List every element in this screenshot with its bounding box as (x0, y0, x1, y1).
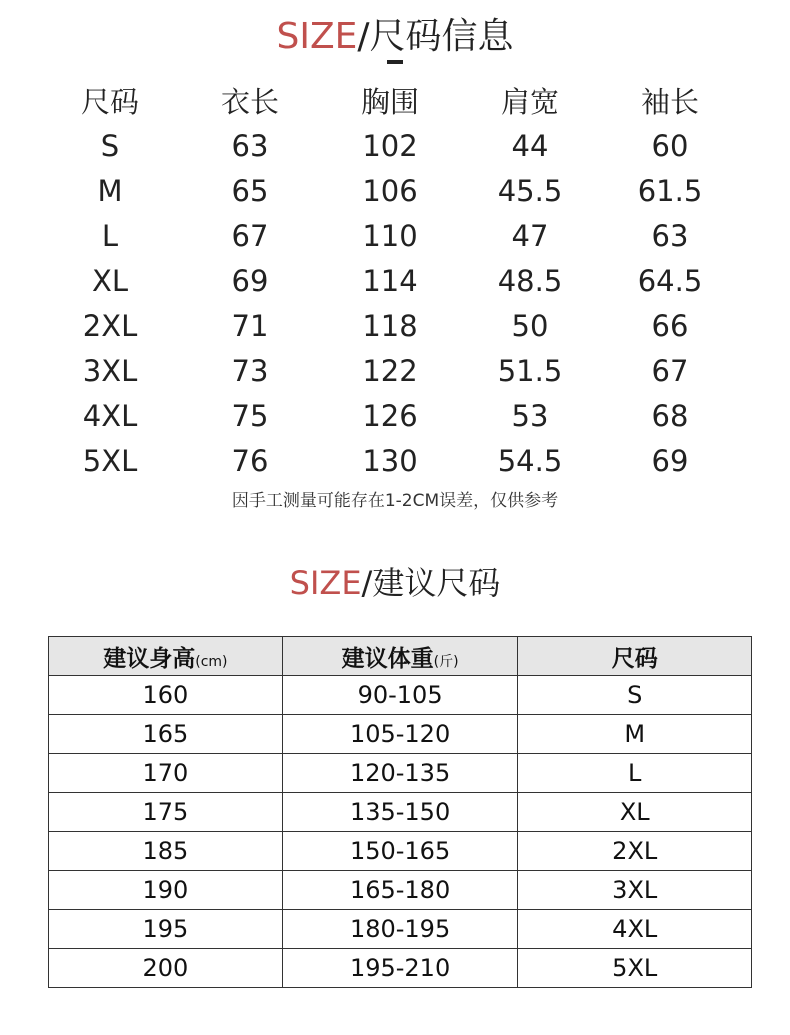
recommend-cell: 200 (49, 949, 283, 988)
recommend-cell: L (518, 754, 752, 793)
size-info-title-accent: SIZE (276, 16, 358, 57)
size-header-row (40, 78, 740, 123)
size-row (40, 123, 740, 168)
size-cell: 47 (511, 218, 549, 253)
recommend-cell: 195 (49, 910, 283, 949)
recommend-cell: 195-210 (282, 949, 518, 988)
recommend-cell: 150-165 (282, 832, 518, 871)
size-cell: 袖长 (640, 85, 699, 119)
size-cell: S (100, 128, 120, 163)
recommend-cell: 5XL (518, 949, 752, 988)
size-cell: 67 (231, 218, 269, 253)
recommend-title-accent: SIZE (289, 564, 362, 602)
size-row (40, 258, 740, 303)
size-row (40, 303, 740, 348)
size-cell: 胸围 (360, 85, 419, 119)
size-cell: 102 (362, 128, 418, 163)
recommend-cell: 3XL (518, 871, 752, 910)
size-cell: 2XL (82, 308, 138, 343)
size-cell: 4XL (82, 398, 138, 433)
recommend-row (49, 715, 752, 754)
size-row (40, 348, 740, 393)
recommend-cell: 4XL (518, 910, 752, 949)
size-cell: 54.5 (497, 443, 563, 478)
size-cell: 118 (362, 308, 418, 343)
header-size (518, 637, 752, 676)
size-cell: 126 (362, 398, 418, 433)
recommend-cell: 120-135 (282, 754, 518, 793)
size-cell: 48.5 (497, 263, 563, 298)
size-cell: 67 (651, 353, 689, 388)
recommend-row (49, 832, 752, 871)
size-cell: L (101, 218, 119, 253)
recommend-row (49, 871, 752, 910)
recommend-cell: 180-195 (282, 910, 518, 949)
recommend-title-text: /建议尺码 (361, 564, 501, 602)
title-divider (387, 60, 403, 64)
size-row (40, 168, 740, 213)
recommend-cell: 165-180 (282, 871, 518, 910)
size-cell: 76 (231, 443, 269, 478)
header-height-unit: (cm) (195, 653, 228, 670)
size-cell: 53 (511, 398, 549, 433)
recommend-cell: 170 (49, 754, 283, 793)
size-cell: XL (91, 263, 129, 298)
size-cell: 51.5 (497, 353, 563, 388)
recommend-table (48, 636, 752, 988)
size-info-title (0, 8, 790, 59)
header-weight (282, 637, 518, 676)
recommend-cell: 165 (49, 715, 283, 754)
recommend-cell: S (518, 676, 752, 715)
size-cell: 66 (651, 308, 689, 343)
size-cell: 130 (362, 443, 418, 478)
size-cell: 73 (231, 353, 269, 388)
size-cell: 尺码 (80, 85, 139, 119)
size-cell: 50 (511, 308, 549, 343)
size-row (40, 393, 740, 438)
size-cell: 5XL (82, 443, 138, 478)
recommend-cell: 135-150 (282, 793, 518, 832)
size-cell: 3XL (82, 353, 138, 388)
size-info-title-text: /尺码信息 (357, 16, 514, 57)
size-cell: 65 (231, 173, 269, 208)
size-cell: 61.5 (637, 173, 703, 208)
size-cell: 衣长 (220, 85, 279, 119)
measurement-note: 因手工测量可能存在1-2CM误差，仅供参考 (231, 491, 559, 511)
recommend-title (0, 558, 790, 604)
recommend-row (49, 949, 752, 988)
header-height (49, 637, 283, 676)
header-size-label: 尺码 (611, 645, 658, 672)
size-cell: 114 (362, 263, 418, 298)
recommend-header-row (49, 637, 752, 676)
recommend-cell: 2XL (518, 832, 752, 871)
header-height-label: 建议身高 (103, 645, 196, 672)
size-cell: 肩宽 (500, 85, 559, 119)
size-cell: 75 (231, 398, 269, 433)
size-cell: 63 (651, 218, 689, 253)
recommend-cell: 160 (49, 676, 283, 715)
size-cell: 122 (362, 353, 418, 388)
size-cell: 69 (231, 263, 269, 298)
size-info-table (40, 78, 740, 483)
size-cell: 44 (511, 128, 549, 163)
recommend-row (49, 676, 752, 715)
size-cell: M (97, 173, 123, 208)
recommend-cell: 175 (49, 793, 283, 832)
header-weight-unit: (斤) (433, 653, 459, 670)
recommend-cell: 190 (49, 871, 283, 910)
recommend-row (49, 910, 752, 949)
recommend-row (49, 793, 752, 832)
recommend-cell: M (518, 715, 752, 754)
recommend-cell: XL (518, 793, 752, 832)
header-weight-label: 建议体重 (341, 645, 434, 672)
size-row (40, 438, 740, 483)
recommend-cell: 90-105 (282, 676, 518, 715)
size-cell: 60 (651, 128, 689, 163)
recommend-cell: 185 (49, 832, 283, 871)
size-cell: 106 (362, 173, 418, 208)
size-cell: 63 (231, 128, 269, 163)
size-cell: 68 (651, 398, 689, 433)
size-cell: 69 (651, 443, 689, 478)
size-row (40, 213, 740, 258)
recommend-cell: 105-120 (282, 715, 518, 754)
size-cell: 45.5 (497, 173, 563, 208)
size-cell: 71 (231, 308, 269, 343)
size-cell: 110 (362, 218, 418, 253)
recommend-row (49, 754, 752, 793)
size-cell: 64.5 (637, 263, 703, 298)
